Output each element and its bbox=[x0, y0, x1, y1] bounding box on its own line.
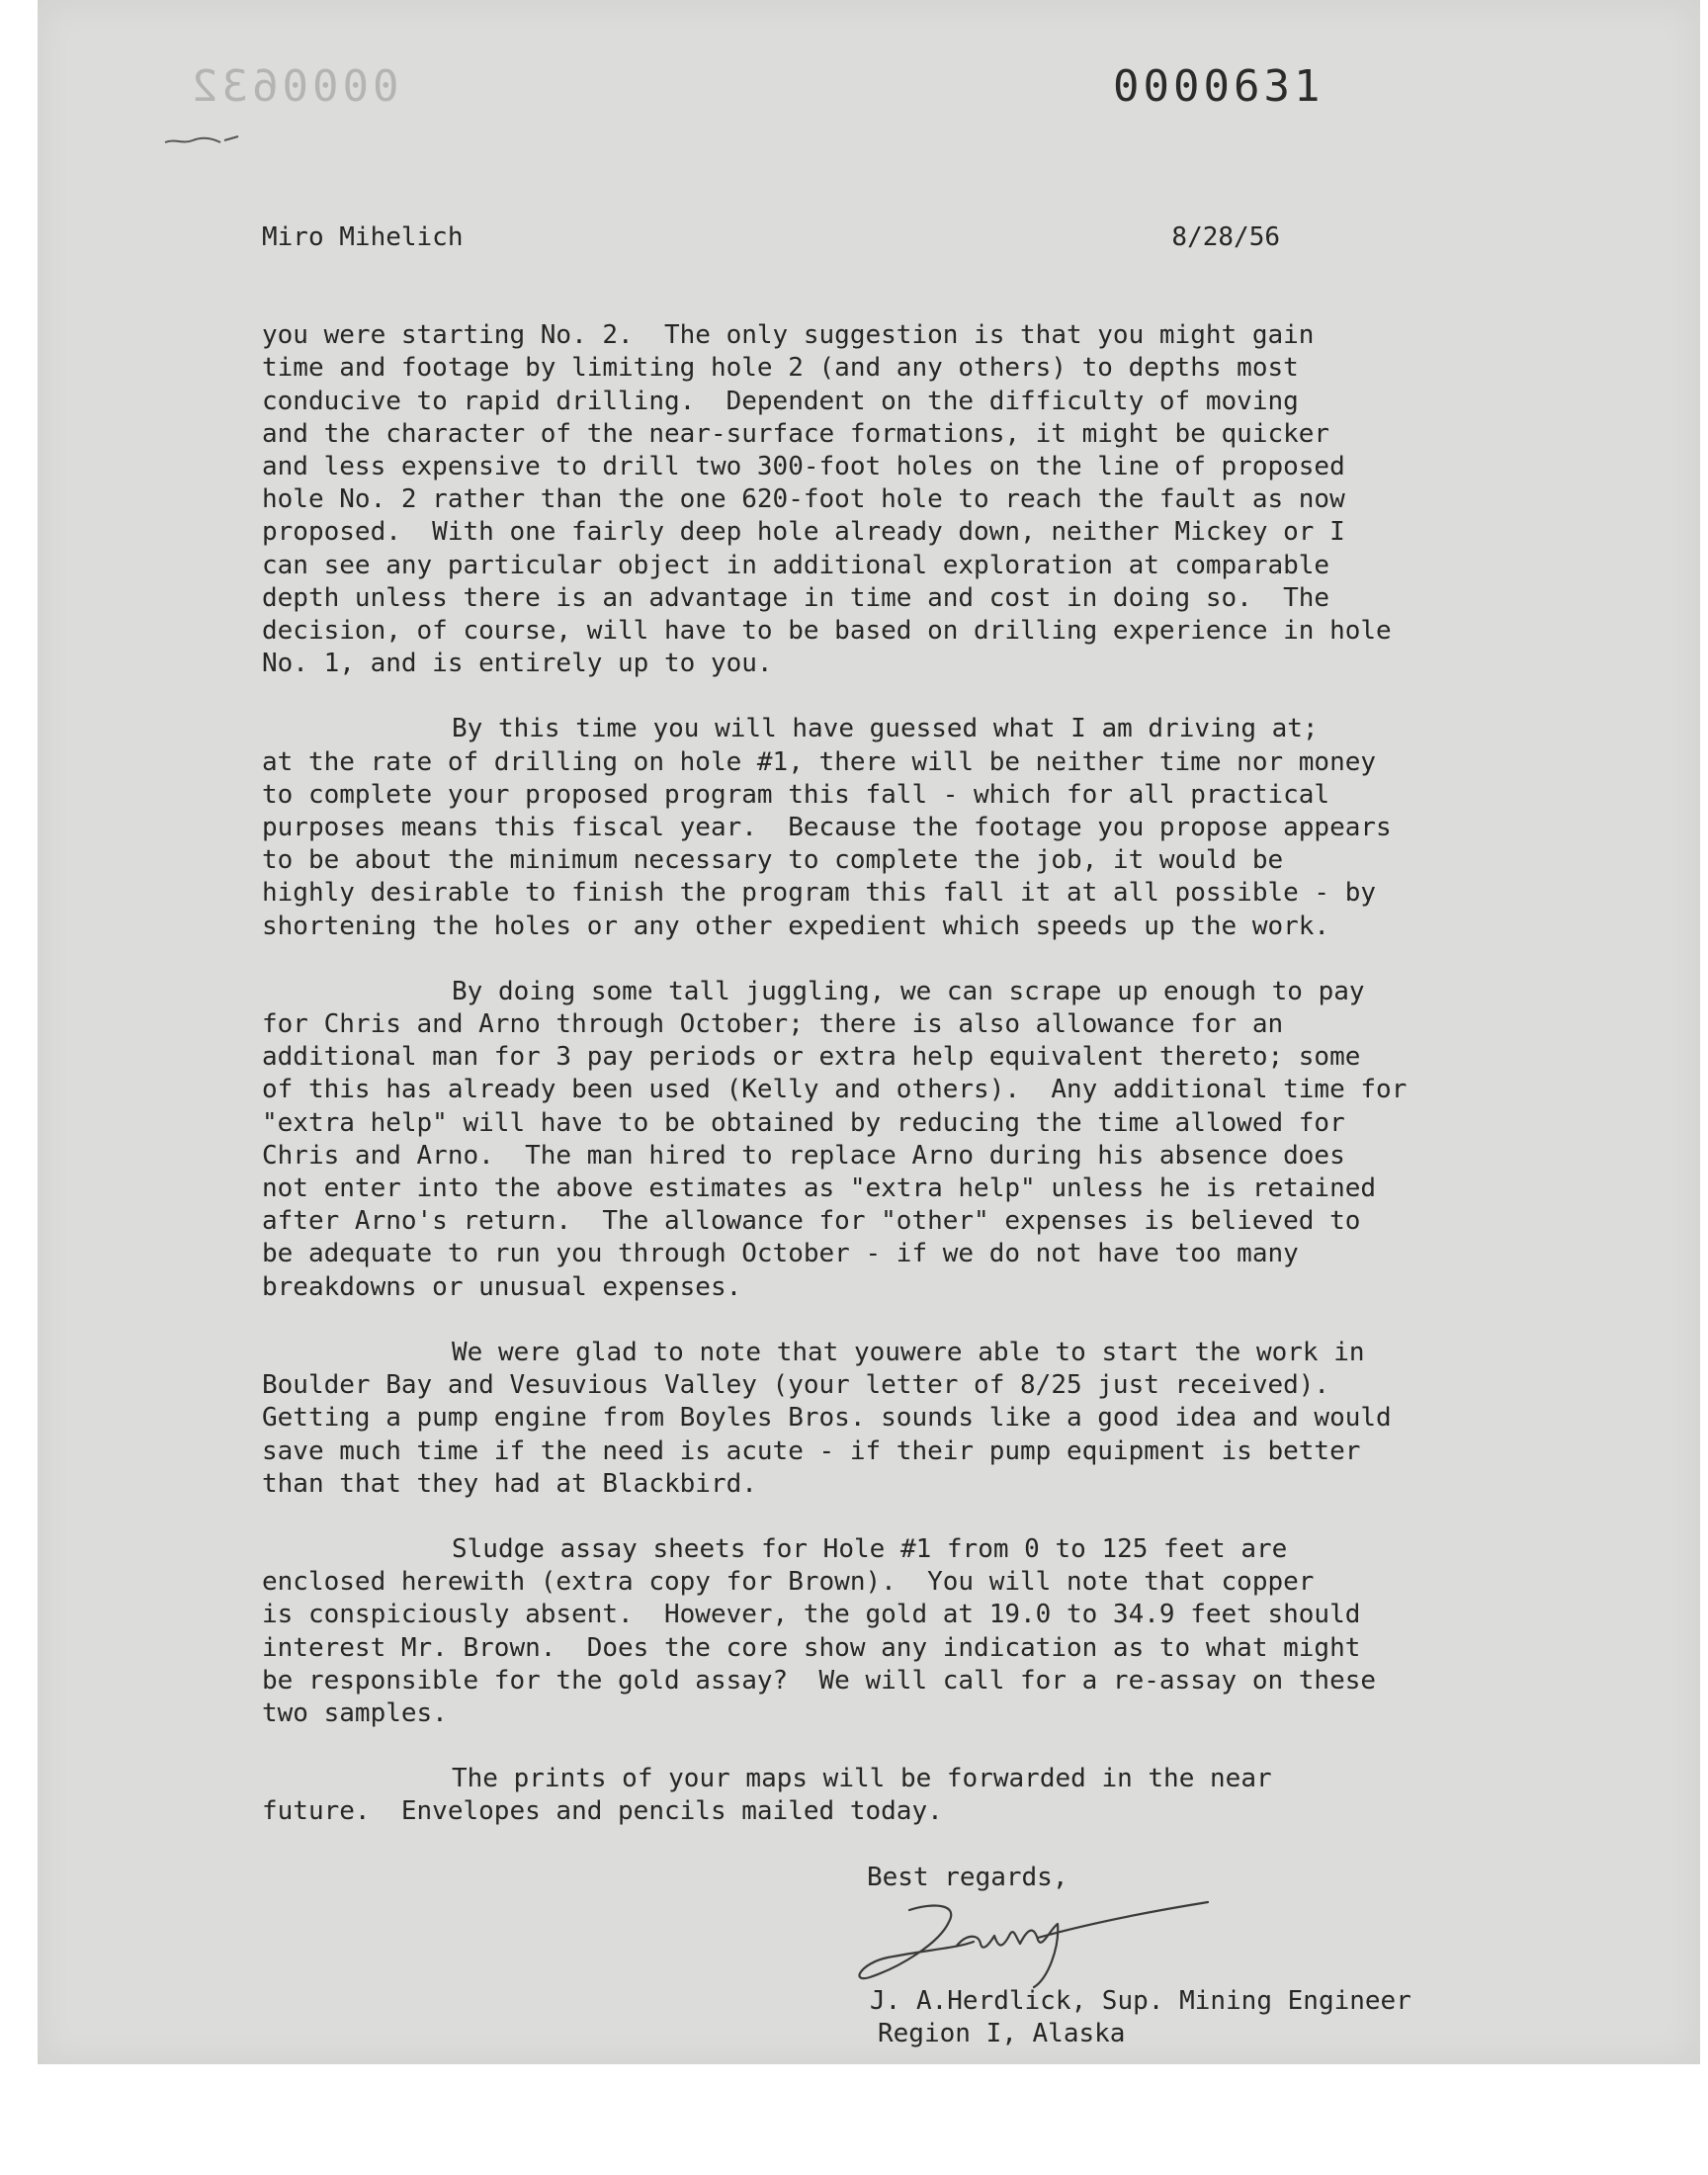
paragraph-3: By doing some tall juggling, we can scrape up enough to pay for Chris and Arno through October; there is also allowance for an additional man for 3 pay periods or extra help equivalent thereto; some of this has already been used (Kelly and others). Any additional time for "extra help" will have to be obtained by reducing the time allowed for Chris and Arno. The man hired to replace Arno during his absence does not enter into the above estimates as "extra help" unless he is retained after Arno's return. The allowance for "other" expenses is believed to be adequate to run you through October - if we do not have too many breakdowns or unusual expenses. bbox=[262, 976, 1408, 1302]
handwritten-signature bbox=[840, 1888, 1216, 1997]
signer-region: Region I, Alaska bbox=[878, 2019, 1126, 2048]
letter-date: 8/28/56 bbox=[1171, 222, 1280, 252]
closing: Best regards, bbox=[867, 1862, 1068, 1892]
pencil-mark-icon bbox=[163, 130, 242, 150]
recipient-name: Miro Mihelich bbox=[262, 222, 464, 252]
page-number: 0000631 bbox=[1113, 61, 1324, 112]
paragraph-1: you were starting No. 2. The only suggestion is that you might gain time and footage by limiting hole 2 (and any others) to depths most conducive to rapid drilling. Dependent on the difficulty of moving and the character of the near-surface formations, it might be quicker and less expensive to drill two 300-foot holes on the line of proposed hole No. 2 rather than the one 620-foot hole to reach the fault as now proposed. With one fairly deep hole already down, neither Mickey or I can see any particular object in additional exploration at comparable depth unless there is an advantage in time and cost in doing so. The decision, of course, will have to be based on drilling experience in hole No. 1, and is entirely up to you. bbox=[262, 320, 1392, 679]
bleed-through-page-number: 0000632 bbox=[188, 61, 399, 112]
signer-block bbox=[870, 1985, 1411, 2050]
paragraph-4: We were glad to note that youwere able to start the work in Boulder Bay and Vesuvious Valley (your letter of 8/25 just received). Getting a pump engine from Boyles Bros. sounds like a good idea and would save much time if the need is acute - if their pump equipment is better than that they had at Blackbird. bbox=[262, 1337, 1392, 1499]
signer-title: J. A.Herdlick, Sup. Mining Engineer bbox=[870, 1986, 1411, 2016]
letter-header bbox=[262, 221, 1280, 254]
paragraph-6: The prints of your maps will be forwarded in the near future. Envelopes and pencils mailed today. bbox=[262, 1764, 1272, 1827]
paragraph-2: By this time you will have guessed what I am driving at; at the rate of drilling on hole #1, there will be neither time nor money to complete your proposed program this fall - which for all practical purposes means this fiscal year. Because the footage you propose appears to be about the minimum necessary to complete the job, it would be highly desirable to finish the program this fall it at all possible - by shortening the holes or any other expedient which speeds up the work. bbox=[262, 714, 1392, 941]
letter-body bbox=[262, 221, 1527, 1927]
paragraph-5: Sludge assay sheets for Hole #1 from 0 to 125 feet are enclosed herewith (extra copy for Brown). You will note that copper is conspiciously absent. However, the gold at 19.0 to 34.9 feet should interest Mr. Brown. Does the core show any indication as to what might be responsible for the gold assay? We will call for a re-assay on these two samples. bbox=[262, 1533, 1377, 1728]
